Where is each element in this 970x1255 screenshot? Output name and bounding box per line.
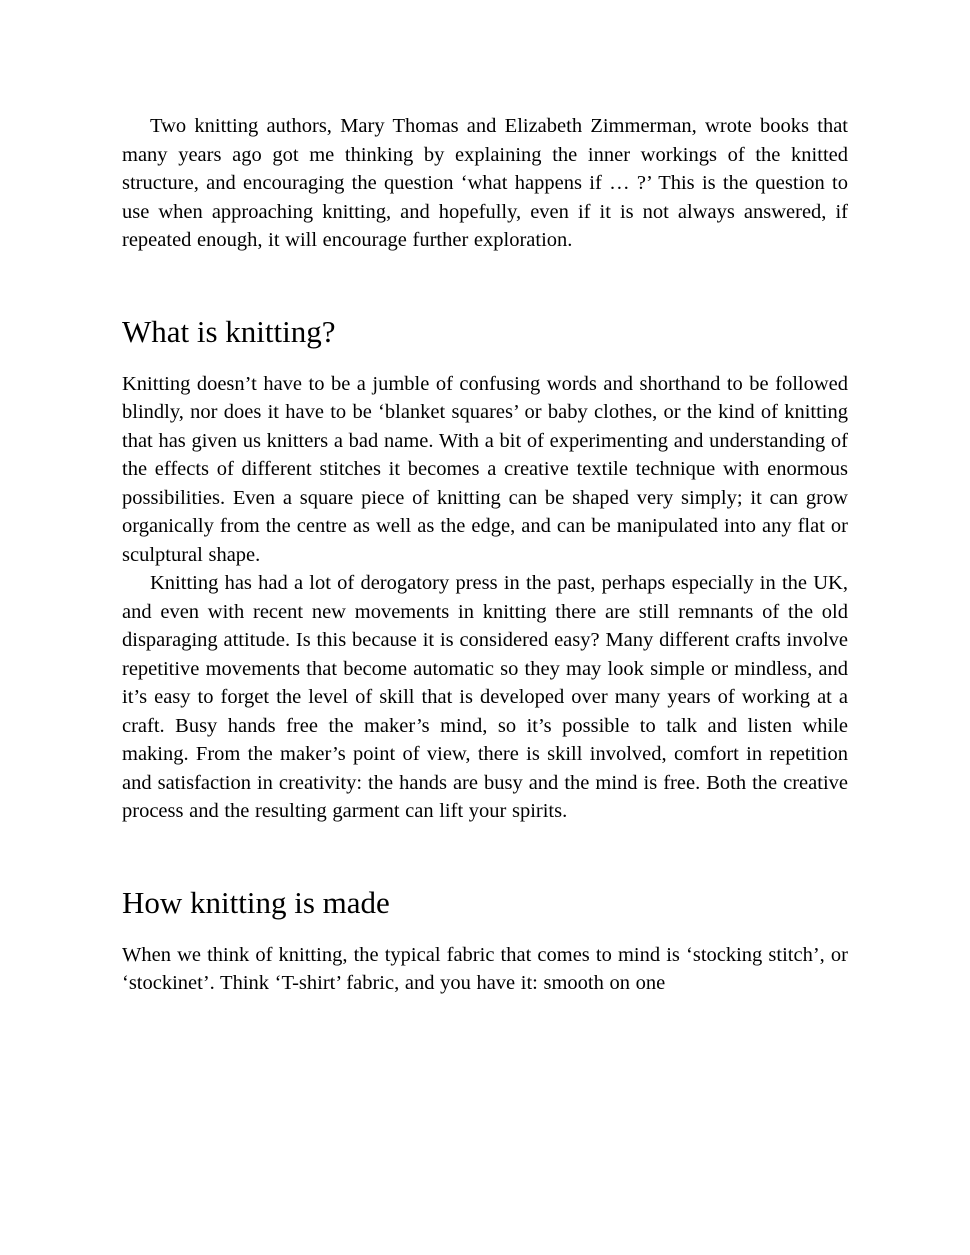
intro-paragraph: Two knitting authors, Mary Thomas and Elizabeth Zimmerman, wrote books that many years ago got me thinking by explaining the inner workings of the knitted structure, and encouraging the question ‘what happens if … ?’ This is the question to use when approaching knitting, and hopefully, even if it is not always answered, if repeated enough, it will encourage further exploration.	[122, 115, 848, 251]
paragraph-what-is-knitting-2: Knitting has had a lot of derogatory press in the past, perhaps especially in the UK, and even with recent new movements in knitting there are still remnants of the old disparaging attitude. Is this because it is considered easy? Many different crafts involve repetitive movements that become automatic so they may look simple or mindless, and it’s easy to forget the level of skill that is developed over many years of working at a craft. Busy hands free the maker’s mind, so it’s possible to talk and listen while making. From the maker’s point of view, there is skill involved, comfort in repetition and satisfaction in creativity: the hands are busy and the mind is free. Both the creative process and the resulting garment can lift your spirits.	[122, 572, 848, 822]
section-heading-what-is-knitting: What is knitting?	[122, 313, 336, 349]
paragraph-what-is-knitting-1: Knitting doesn’t have to be a jumble of confusing words and shorthand to be followed blindly, nor does it have to be ‘blanket squares’ or baby clothes, or the kind of knitting that has given us knitters a bad name. With a bit of experimenting and understanding of the effects of different stitches it becomes a creative textile technique with enormous possibilities. Even a square piece of knitting can be shaped very simply; it can grow organically from the centre as well as the edge, and can be manipulated into any flat or sculptural shape.	[122, 372, 848, 566]
section-heading-how-knitting-is-made: How knitting is made	[122, 884, 390, 920]
paragraph-how-knitting-is-made-1: When we think of knitting, the typical fabric that comes to mind is ‘stocking stitch’, or ‘stockinet’. Think ‘T-shirt’ fabric, and you have it: smooth on one	[122, 943, 848, 994]
